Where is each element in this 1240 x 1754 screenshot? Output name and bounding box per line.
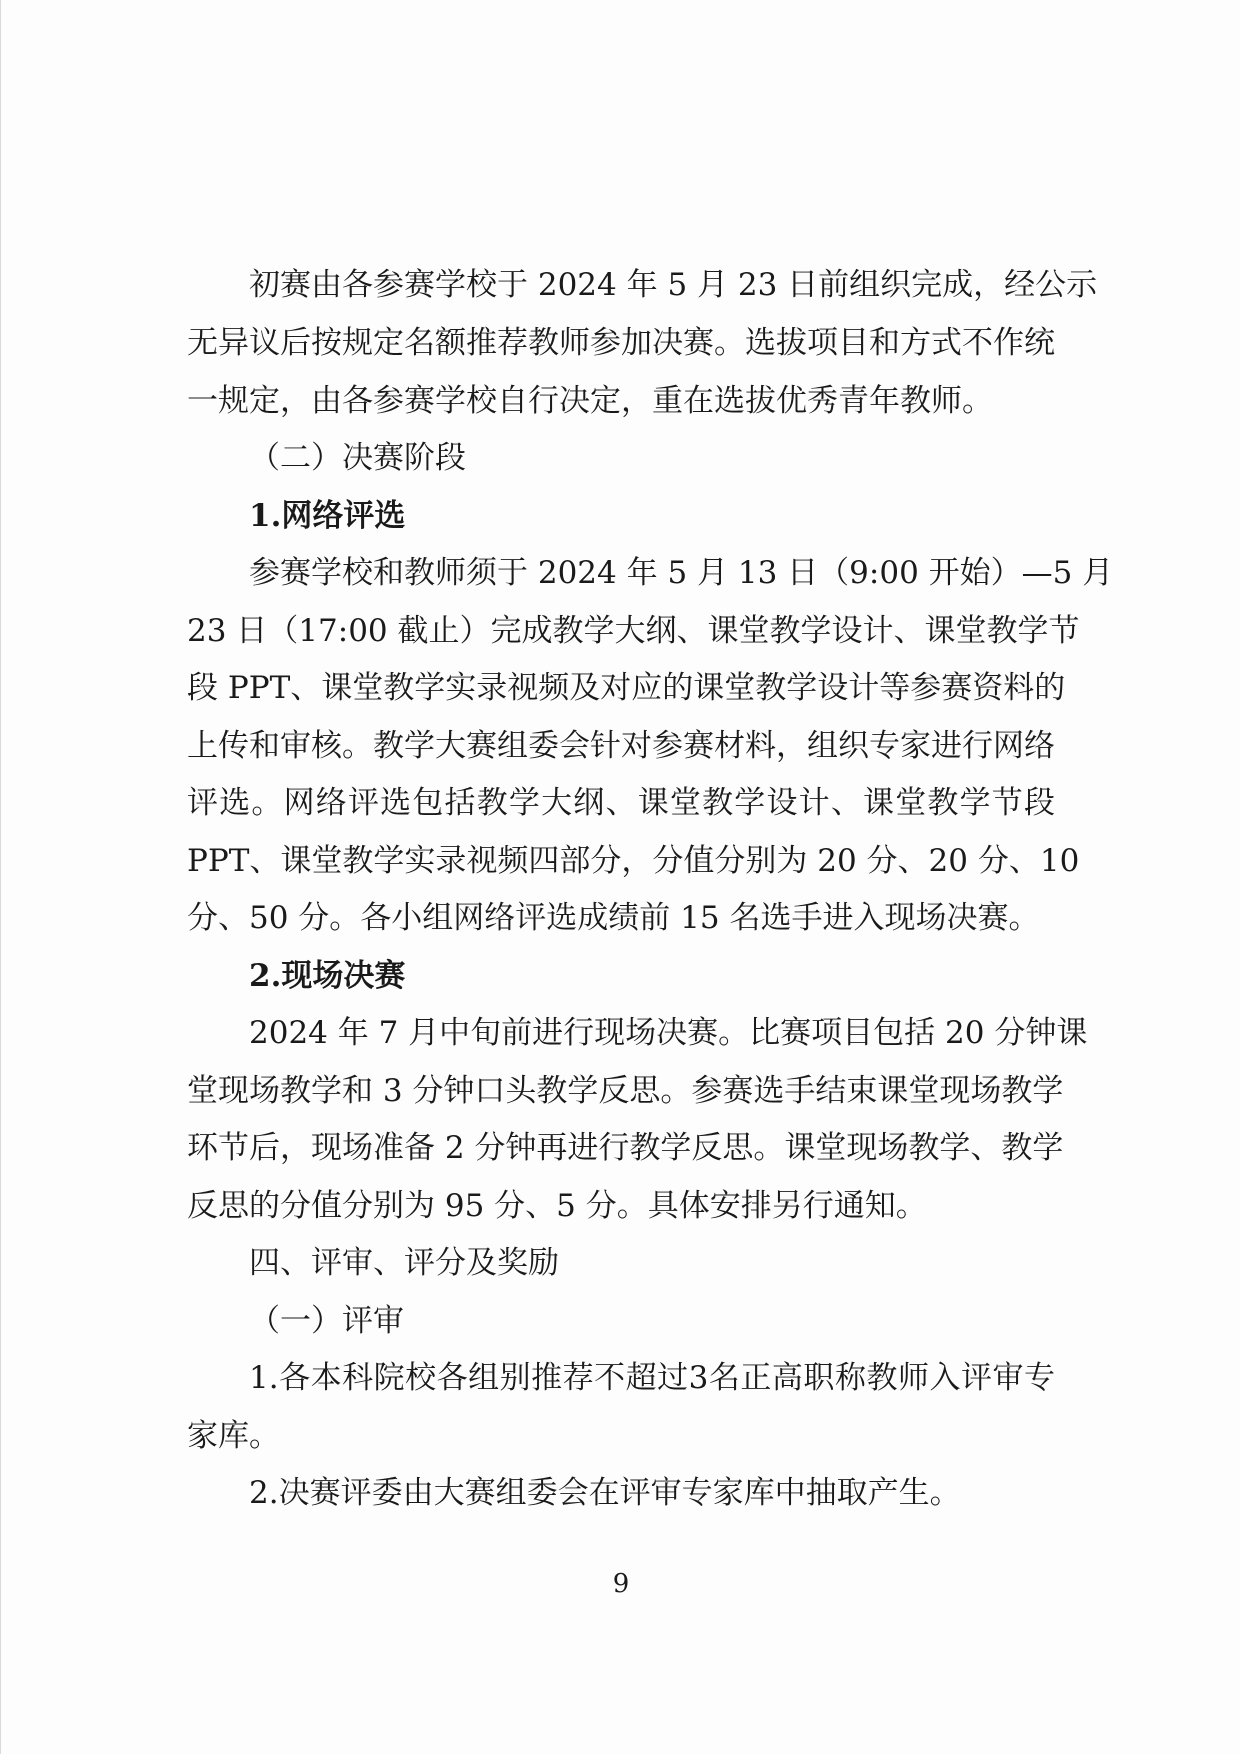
paragraph-line: 参赛学校和教师须于 2024 年 5 月 13 日（9:00 开始）—5 月	[249, 555, 1114, 591]
paragraph-line: 堂现场教学和 3 分钟口头教学反思。参赛选手结束课堂现场教学	[187, 1073, 1064, 1109]
paragraph-line: 2.决赛评委由大赛组委会在评审专家库中抽取产生。	[249, 1475, 961, 1511]
paragraph-line: PPT、课堂教学实录视频四部分，分值分别为 20 分、20 分、10	[187, 843, 1080, 879]
paragraph-line: 23 日（17:00 截止）完成教学大纲、课堂教学设计、课堂教学节	[187, 613, 1080, 649]
subsection-heading: 1.网络评选	[249, 498, 406, 534]
subsection-heading: （一）评审	[249, 1303, 404, 1339]
paragraph-line: 2024 年 7 月中旬前进行现场决赛。比赛项目包括 20 分钟课	[249, 1015, 1088, 1051]
paragraph-line: 反思的分值分别为 95 分、5 分。具体安排另行通知。	[187, 1188, 927, 1224]
paragraph-line: 无异议后按规定名额推荐教师参加决赛。选拔项目和方式不作统	[187, 325, 1055, 361]
paragraph-line: 分、50 分。各小组网络评选成绩前 15 名选手进入现场决赛。	[187, 900, 1040, 936]
paragraph-line: 1.各本科院校各组别推荐不超过3名正高职称教师入评审专	[249, 1360, 1055, 1396]
subsection-heading: 2.现场决赛	[249, 958, 406, 994]
section-heading: （二）决赛阶段	[249, 440, 466, 476]
paragraph-line: 评选。网络评选包括教学大纲、课堂教学设计、课堂教学节段	[187, 785, 1055, 821]
paragraph-line: 家库。	[187, 1418, 280, 1454]
page-number: 9	[612, 1569, 630, 1599]
paragraph-line: 环节后，现场准备 2 分钟再进行教学反思。课堂现场教学、教学	[187, 1130, 1064, 1166]
paragraph-line: 段 PPT、课堂教学实录视频及对应的课堂教学设计等参赛资料的	[187, 670, 1066, 706]
paragraph-line: 一规定，由各参赛学校自行决定，重在选拔优秀青年教师。	[187, 383, 993, 419]
paragraph-line: 上传和审核。教学大赛组委会针对参赛材料，组织专家进行网络	[187, 728, 1055, 764]
paragraph-line: 初赛由各参赛学校于 2024 年 5 月 23 日前组织完成，经公示	[249, 267, 1098, 303]
section-heading: 四、评审、评分及奖励	[249, 1245, 559, 1281]
